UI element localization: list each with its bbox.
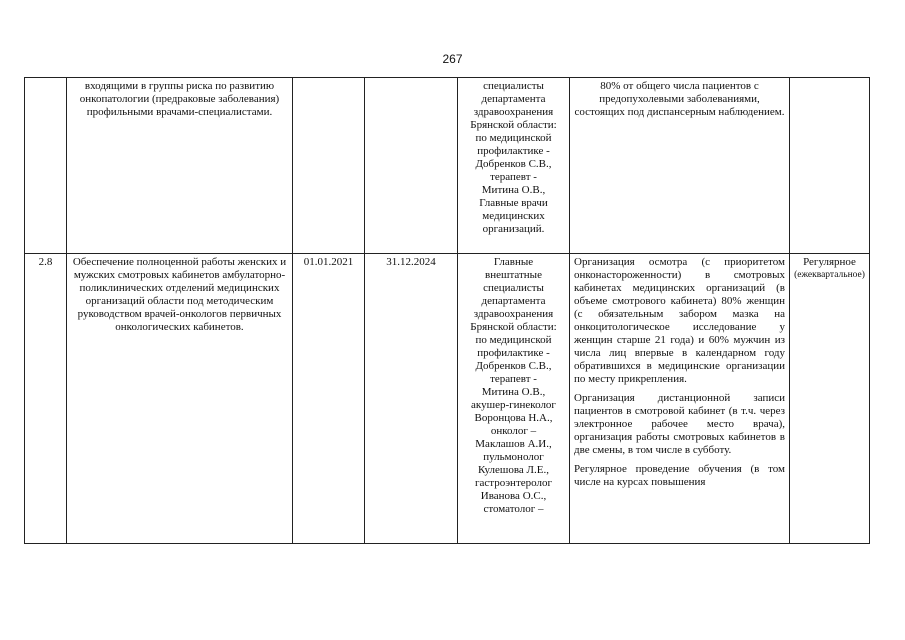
cell-end-date: 31.12.2024 [365,254,458,544]
cell-frequency [790,254,870,544]
cell-result [570,254,790,544]
result-paragraph: 80% от общего числа пациентов с предопухолевыми заболеваниями, состоящих под диспансерным наблюдением. [574,80,785,118]
cell-frequency [790,78,870,254]
cell-start-date: 01.01.2021 [293,254,365,544]
table-row [25,78,870,254]
cell-responsible: специалисты департамента здравоохранения Брянской области: по медицинской профилактике - Добренков С.В., терапевт - Митина О.В., Главные врачи медицинских организаций. [458,78,570,254]
cell-number [25,78,67,254]
frequency-note: (ежеквартальное) [794,270,865,280]
plan-table [24,77,870,544]
cell-measure: Обеспечение полноценной работы женских и мужских смотровых кабинетов амбулаторно-поликлинических отделений медицинских организаций области под методическим руководством врачей-онкологов первичных онкологических кабинетов. [67,254,293,544]
cell-end-date [365,78,458,254]
page-number: 267 [442,52,463,66]
result-paragraph: Организация дистанционной записи пациентов в смотровой кабинет (в т.ч. через электронное рабочее место врача), организация работы смотровых кабинетов в две смены, в том числе в субботу. [574,392,785,456]
result-paragraph: Организация осмотра (с приоритетом онконастороженности) в смотровых кабинетах медицинских организаций (в объеме смотрового кабинета) 80% женщин (с обязательным забором мазка на онкоцитологическое исследование у женщин старше 21 года) и 60% мужчин из числа лиц впервые в календарном году обратившихся в медицинские организации по месту прикрепления. [574,256,785,385]
cell-start-date [293,78,365,254]
table-row [25,254,870,544]
result-paragraph: Регулярное проведение обучения (в том числе на курсах повышения [574,463,785,488]
cell-result [570,78,790,254]
cell-responsible: Главные внештатные специалисты департамента здравоохранения Брянской области: по медицинской профилактике - Добренков С.В., терапевт - Митина О.В., акушер-гинеколог Воронцова Н.А., онколог – Маклашов А.И., пульмонолог Кулешова Л.Е., гастроэнтеролог Иванова О.С., стоматолог – [458,254,570,544]
cell-measure: входящими в группы риска по развитию онкопатологии (предраковые заболевания) профильными врачами-специалистами. [67,78,293,254]
cell-number: 2.8 [25,254,67,544]
frequency-label: Регулярное [803,256,856,268]
